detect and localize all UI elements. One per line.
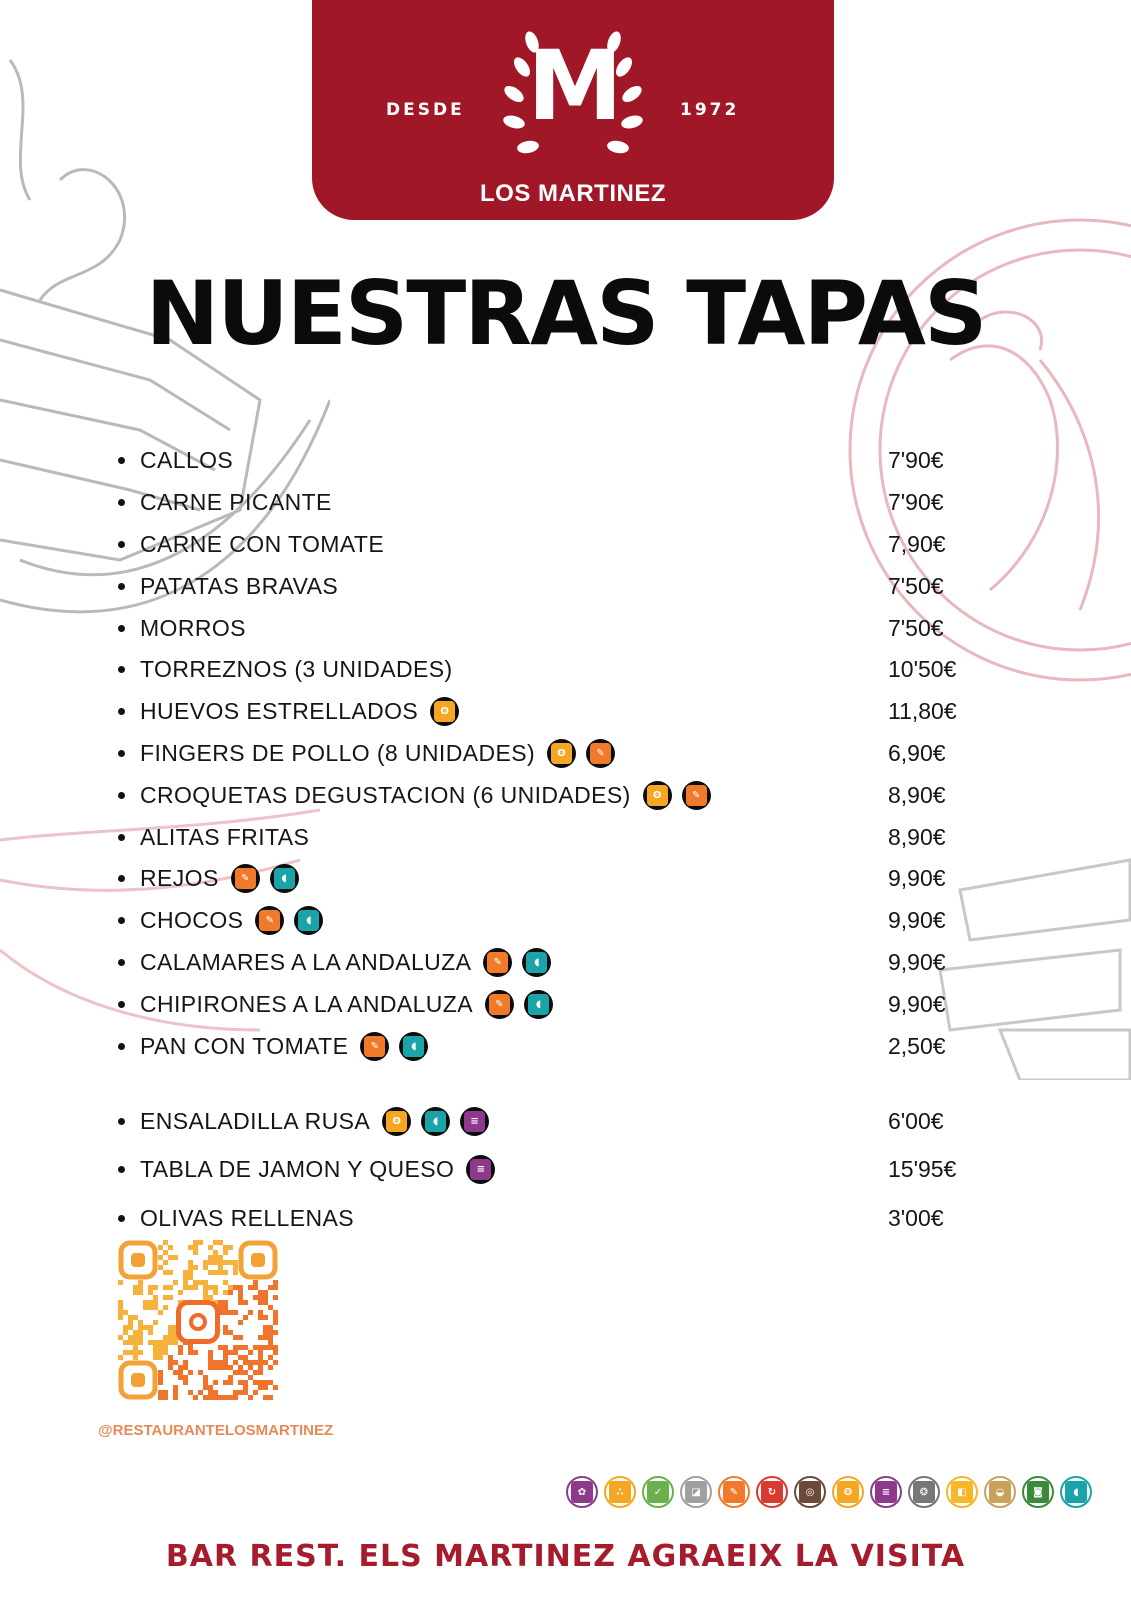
bullet-icon	[118, 499, 125, 506]
menu-item-name: OLIVAS RELLENAS	[140, 1204, 354, 1231]
menu-item-price: 10'50€	[888, 656, 957, 683]
lupin-icon: ✿	[566, 1476, 598, 1508]
menu-item-price: 9,90€	[888, 948, 946, 975]
brand-year: 1972	[680, 100, 740, 120]
menu-item-name: REJOS	[140, 865, 219, 892]
celery-icon: ✓	[642, 1476, 674, 1508]
menu-item-name: CARNE CON TOMATE	[140, 530, 385, 557]
menu-item-price: 2,50€	[888, 1032, 946, 1059]
allergen-icons	[466, 1155, 495, 1184]
bullet-icon	[118, 834, 125, 841]
instagram-icon	[176, 1300, 220, 1344]
egg-icon: ʘ	[382, 1107, 411, 1136]
bullet-icon	[118, 666, 125, 673]
fish-icon: ◖	[522, 948, 551, 977]
bullet-icon	[118, 1043, 125, 1050]
menu-item-price: 11,80€	[888, 698, 957, 725]
fish-icon: ◖	[1060, 1476, 1092, 1508]
menu-item	[118, 649, 978, 691]
menu-item-price: 9,90€	[888, 907, 946, 934]
crustacean-icon: ↻	[756, 1476, 788, 1508]
instagram-handle[interactable]: @RESTAURANTELOSMARTINEZ	[98, 1422, 334, 1439]
fish-icon: ◖	[399, 1032, 428, 1061]
menu-item	[118, 565, 978, 607]
menu-list	[118, 440, 978, 1242]
sulphite-icon: ≡	[870, 1476, 902, 1508]
menu-item	[118, 1194, 978, 1243]
allergen-icons	[643, 781, 711, 810]
menu-item-price: 3'00€	[888, 1204, 944, 1231]
brand-name: LOS MARTINEZ	[480, 180, 666, 207]
menu-item-name: ALITAS FRITAS	[140, 823, 310, 850]
instagram-qr[interactable]	[98, 1240, 334, 1450]
egg-icon: ʘ	[430, 697, 459, 726]
menu-item-name: CALAMARES A LA ANDALUZA	[140, 948, 472, 975]
bullet-icon	[118, 541, 125, 548]
menu-item-price: 7'90€	[888, 447, 944, 474]
menu-item	[118, 1025, 978, 1067]
menu-item-name: MORROS	[140, 614, 246, 641]
wheat-icon: ✎	[586, 739, 615, 768]
wheat-icon: ✎	[231, 864, 260, 893]
menu-item-name: TABLA DE JAMON Y QUESO	[140, 1156, 455, 1183]
bullet-icon	[118, 625, 125, 632]
menu-item-name: ENSALADILLA RUSA	[140, 1107, 371, 1134]
menu-item	[118, 482, 978, 524]
bullet-icon	[118, 917, 125, 924]
bullet-icon	[118, 708, 125, 715]
menu-item-name: CARNE PICANTE	[140, 489, 332, 516]
wheat-icon: ✎	[360, 1032, 389, 1061]
fish-icon: ◖	[524, 990, 553, 1019]
allergen-icons	[483, 948, 551, 977]
menu-item-price: 6'00€	[888, 1107, 944, 1134]
menu-item	[118, 524, 978, 566]
bullet-icon	[118, 1001, 125, 1008]
bullet-icon	[118, 1166, 125, 1173]
milk-icon: ◧	[946, 1476, 978, 1508]
menu-item	[118, 607, 978, 649]
sulphite-icon: ≡	[460, 1107, 489, 1136]
allergen-icons	[547, 739, 615, 768]
menu-item-price: 9,90€	[888, 990, 946, 1017]
nut-icon: ◒	[984, 1476, 1016, 1508]
menu-item-name: FINGERS DE POLLO (8 UNIDADES)	[140, 739, 536, 766]
bullet-icon	[118, 750, 125, 757]
menu-item-price: 9,90€	[888, 865, 946, 892]
menu-item-name: PAN CON TOMATE	[140, 1032, 349, 1059]
menu-item	[118, 774, 978, 816]
brand-letter: M	[527, 30, 619, 142]
egg-icon: ʘ	[832, 1476, 864, 1508]
peanut-icon: ◙	[1022, 1476, 1054, 1508]
menu-item	[118, 1145, 978, 1194]
fish-icon: ◖	[270, 864, 299, 893]
wheat-icon: ✎	[255, 906, 284, 935]
menu-item	[118, 440, 978, 482]
menu-item	[118, 733, 978, 775]
wheat-icon: ✎	[485, 990, 514, 1019]
menu-item	[118, 691, 978, 733]
brand-desde: DESDE	[386, 100, 465, 120]
footer-thanks: BAR REST. ELS MARTINEZ AGRAEIX LA VISITA	[165, 1539, 966, 1574]
menu-item-name: TORREZNOS (3 UNIDADES)	[140, 656, 453, 683]
menu-item-name: CALLOS	[140, 447, 234, 474]
menu-item-price: 8,90€	[888, 823, 946, 850]
soy-icon: ❂	[908, 1476, 940, 1508]
allergen-icons	[382, 1107, 489, 1136]
menu-item-price: 7'50€	[888, 614, 944, 641]
fish-icon: ◖	[421, 1107, 450, 1136]
menu-item-price: 15'95€	[888, 1156, 957, 1183]
bullet-icon	[118, 959, 125, 966]
mustard-icon: ◪	[680, 1476, 712, 1508]
gluten-icon: ✎	[718, 1476, 750, 1508]
bullet-icon	[118, 457, 125, 464]
menu-item	[118, 983, 978, 1025]
sesame-icon: ∴	[604, 1476, 636, 1508]
bullet-icon	[118, 1118, 125, 1125]
menu-item	[118, 900, 978, 942]
bullet-icon	[118, 792, 125, 799]
menu-item-price: 7,90€	[888, 530, 946, 557]
allergen-icons	[255, 906, 323, 935]
wheat-icon: ✎	[682, 781, 711, 810]
menu-item-price: 7'50€	[888, 572, 944, 599]
menu-item	[118, 858, 978, 900]
bullet-icon	[118, 1215, 125, 1222]
brand-badge	[312, 0, 834, 220]
mollusc-icon: ◎	[794, 1476, 826, 1508]
allergen-icons	[231, 864, 299, 893]
sulphite-icon: ≡	[466, 1155, 495, 1184]
fish-icon: ◖	[294, 906, 323, 935]
wheat-icon: ✎	[483, 948, 512, 977]
bullet-icon	[118, 583, 125, 590]
menu-item	[118, 942, 978, 984]
allergen-icons	[430, 697, 459, 726]
menu-item-price: 7'90€	[888, 489, 944, 516]
bullet-icon	[118, 875, 125, 882]
menu-item-name: CHIPIRONES A LA ANDALUZA	[140, 990, 473, 1017]
menu-item-price: 8,90€	[888, 781, 946, 808]
egg-icon: ʘ	[547, 739, 576, 768]
menu-item-name: CHOCOS	[140, 907, 244, 934]
menu-item-name: PATATAS BRAVAS	[140, 572, 339, 599]
menu-item-name: CROQUETAS DEGUSTACION (6 UNIDADES)	[140, 781, 631, 808]
allergen-icons	[485, 990, 553, 1019]
page-title: NUESTRAS TAPAS	[145, 262, 986, 365]
menu-item	[118, 816, 978, 858]
allergen-icons	[360, 1032, 428, 1061]
egg-icon: ʘ	[643, 781, 672, 810]
menu-item-name: HUEVOS ESTRELLADOS	[140, 698, 419, 725]
menu-item-price: 6,90€	[888, 739, 946, 766]
menu-item	[118, 1097, 978, 1146]
allergen-legend	[566, 1476, 1092, 1508]
